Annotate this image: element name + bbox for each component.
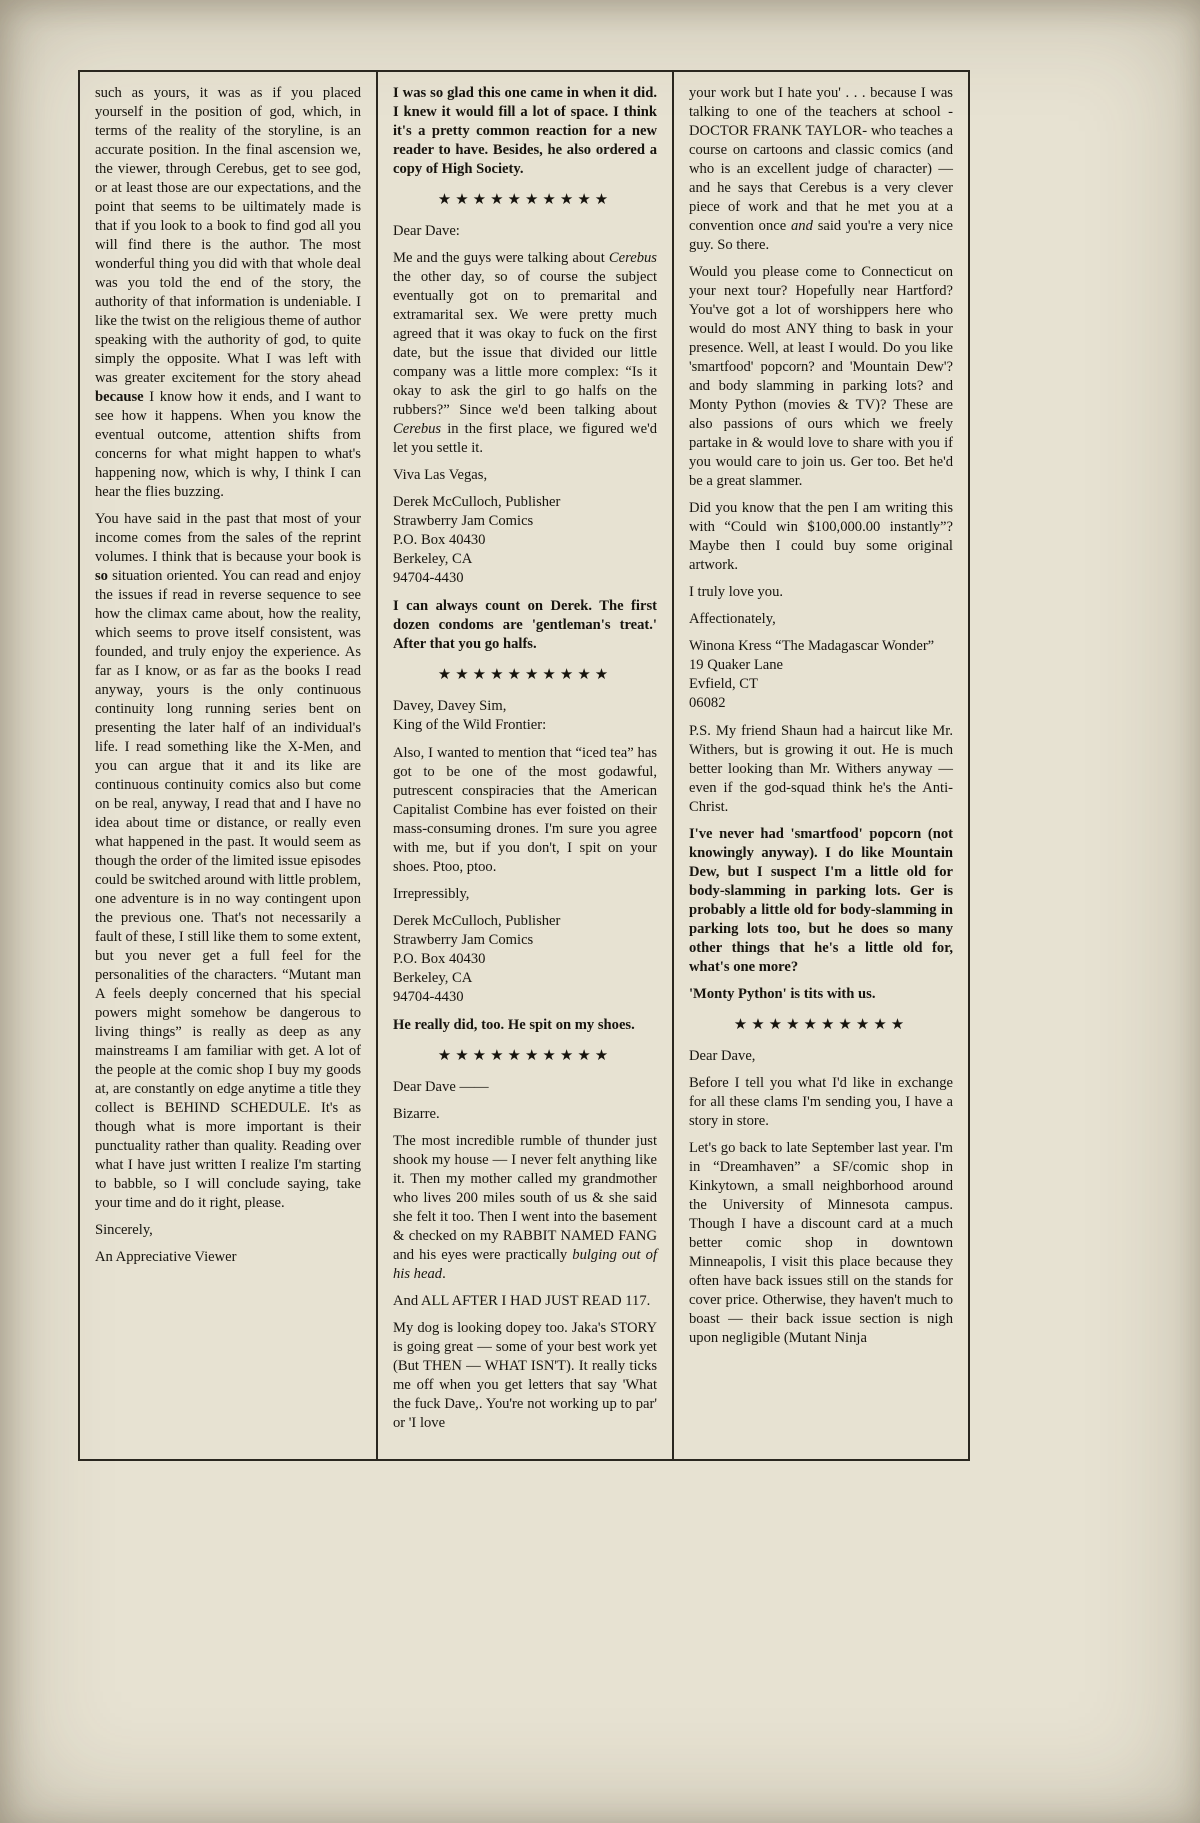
- address-line: 94704-4430: [393, 570, 464, 586]
- letter-paragraph: You have said in the past that most of your income comes from the sales of the reprint volumes. I think that is because your book is so situation oriented. You can read and enjoy the issues if read in reverse sequence to see how the climax came about, how the reality, which seems to prove itself consistent, was founded, and truly enjoy the experience. As far as I know, or as far as the books I read anyway, yours is the only continuous continuity long running series bent on presenting the later half of an individual's life. I read something like the X-Men, and you can argue that it and its like are continuous continuity comics also but come on be real, anyway, I read that and I have no idea about time or distance, or really even what happened in the past. It would seem as though the order of the limited issue episodes could be switched around with little problem, one adventure is in no way contingent upon the previous one. That's not necessarily a fault of these, I still like them to some extent, but you never get a full feel for the personalities of the characters. “Mutant man A feels deeply concerned that his special powers might somehow be dangerous to living things” is really as deep as any mainstreams I am familiar with get. A lot of the people at the comic shop I buy my goods at, are constantly on edge anytime a title they collect is BEHIND SCHEDULE. It's as though what is more important is their punctuality rather than quality. Reading over what I have just written I realize I'm starting to babble, so I will conclude saying, take your time and do it right, please.: [95, 511, 361, 1211]
- letters-column-1: [80, 72, 376, 1459]
- address-block: [393, 912, 657, 1007]
- star-separator: ★★★★★★★★★★: [437, 1048, 613, 1064]
- editor-response: I was so glad this one came in when it did. I knew it would fill a lot of space. I think it's a pretty common reaction for a new reader to have. Besides, he also ordered a copy of High Society.: [393, 85, 657, 177]
- address-line: Berkeley, CA: [393, 970, 473, 986]
- salutation-line: Irrepressibly,: [393, 886, 470, 902]
- salutation-line: Sincerely,: [95, 1222, 153, 1238]
- address-line: Evfield, CT: [689, 676, 758, 692]
- salutation-line: Affectionately,: [689, 611, 776, 627]
- editor-response: I've never had 'smartfood' popcorn (not knowingly anyway). I do like Mountain Dew, but I suspect I'm a little old for body-slamming in parking lots. Ger is probably a little old for body-slamming in parking lots too, but he does so many other things that he's a little old for, what's one more?: [689, 826, 953, 975]
- letter-paragraph: My dog is looking dopey too. Jaka's STORY is going great — some of your best work yet (But THEN — WHAT ISN'T). It really ticks me off when you get letters that say 'What the fuck Dave,. You're not working up to par' or 'I love: [393, 1320, 657, 1431]
- address-line: Derek McCulloch, Publisher: [393, 913, 561, 929]
- salutation-line: I truly love you.: [689, 584, 784, 600]
- address-line: King of the Wild Frontier:: [393, 717, 547, 733]
- letter-paragraph: And ALL AFTER I HAD JUST READ 117.: [393, 1293, 651, 1309]
- address-line: 94704-4430: [393, 989, 464, 1005]
- letters-column-3: [672, 72, 968, 1459]
- address-line: Berkeley, CA: [393, 551, 473, 567]
- letter-paragraph: your work but I hate you' . . . because I was talking to one of the teachers at school -DOCTOR FRANK TAYLOR- who teaches a course on cartoons and classic comics (and who is an excellent judge of character) — and he says that Cerebus is a very clever piece of work and that he met you at a convention once and said you're a very nice guy. So there.: [689, 85, 953, 253]
- star-separator: ★★★★★★★★★★: [733, 1017, 909, 1033]
- editor-response: I can always count on Derek. The first dozen condoms are 'gentleman's treat.' After that you go halfs.: [393, 598, 657, 652]
- salutation-line: Dear Dave,: [689, 1048, 756, 1064]
- address-line: Strawberry Jam Comics: [393, 513, 534, 529]
- letter-paragraph: The most incredible rumble of thunder just shook my house — I never felt anything like it. Then my mother called my grandmother who lives 200 miles south of us & she said she felt it too. Then I went into the basement & checked on my RABBIT NAMED FANG and his eyes were practically bulging out of his head.: [393, 1133, 657, 1282]
- letter-paragraph: Me and the guys were talking about Cerebus the other day, so of course the subject eventually got on to premarital and extramarital sex. We were pretty much agreed that it was okay to fuck on the first date, but the issue that divided our little company was a little more complex: “Is it okay to ask the girl to go halfs on the rubbers?” Since we'd been talking about Cerebus in the first place, we figured we'd let you settle it.: [393, 250, 657, 456]
- star-separator: ★★★★★★★★★★: [437, 667, 613, 683]
- letters-column-2: [376, 72, 672, 1459]
- letter-paragraph: Let's go back to late September last year. I'm in “Dreamhaven” a SF/comic shop in Kinkytown, a small neighborhood around the University of Minnesota campus. Though I have a discount card at a much better comic shop in downtown Minneapolis, I visit this place because they often have back issues still on the stands for cover price. Otherwise, they haven't much to boast — their back issue section is nigh upon negligible (Mutant Ninja: [689, 1140, 953, 1346]
- letter-paragraph: such as yours, it was as if you placed yourself in the position of god, which, in terms of the reality of the storyline, is an accurate position. In the final ascension we, the viewer, through Cerebus, get to see god, or at least those are our expectations, and the point that seems to be uiltimately made is that if you look to a book to find god all you will find there is the author. The most wonderful thing you did with that whole deal was you told the end of the story, the authority of that information is undeniable. I like the twist on the religious theme of author speaking with the authority of god, to quite simply the opposite. What I was left with was greater excitement for the story ahead because I know how it ends, and I want to see how it happens. When you know the eventual outcome, attention shifts from concerns for what might happen to what's happening now, which is why, I think I can hear the flies buzzing.: [95, 85, 361, 500]
- letter-paragraph: Also, I wanted to mention that “iced tea” has got to be one of the most godawful, putrescent conspiracies that the American Capitalist Combine has ever foisted on their mass-consuming drones. I'm sure you agree with me, but if you don't, I spit on your shoes. Ptoo, ptoo.: [393, 745, 657, 875]
- address-line: P.O. Box 40430: [393, 532, 486, 548]
- address-line: Davey, Davey Sim,: [393, 698, 507, 714]
- address-line: 06082: [689, 695, 726, 711]
- address-line: P.O. Box 40430: [393, 951, 486, 967]
- letter-paragraph: P.S. My friend Shaun had a haircut like Mr. Withers, but is growing it out. He is much better looking than Mr. Withers anyway — even if the god-squad think he's the Anti-Christ.: [689, 723, 953, 815]
- salutation-line: An Appreciative Viewer: [95, 1249, 237, 1265]
- salutation-line: Dear Dave ——: [393, 1079, 489, 1095]
- salutation-line: Bizarre.: [393, 1106, 440, 1122]
- address-block: [689, 637, 953, 713]
- letter-paragraph: Would you please come to Connecticut on your next tour? Hopefully near Hartford? You've got a lot of worshippers here who would do most ANY thing to bask in your presence. Well, at least I would. Do you like 'smartfood' popcorn? and 'Mountain Dew'? and body slamming in parking lots? and Monty Python (movies & TV)? These are also passions of ours which we freely partake in & would love to share with you if you would care to join us. Ger too. Bet he'd be a great slammer.: [689, 264, 953, 489]
- editor-response: He really did, too. He spit on my shoes.: [393, 1017, 635, 1033]
- letters-page: [78, 70, 970, 1461]
- address-line: Derek McCulloch, Publisher: [393, 494, 561, 510]
- editor-response: 'Monty Python' is tits with us.: [689, 986, 876, 1002]
- address-line: Winona Kress “The Madagascar Wonder”: [689, 638, 935, 654]
- star-separator: ★★★★★★★★★★: [437, 192, 613, 208]
- address-block: [393, 697, 657, 735]
- salutation-line: Dear Dave:: [393, 223, 460, 239]
- letter-paragraph: Before I tell you what I'd like in exchange for all these clams I'm sending you, I have a story in store.: [689, 1075, 953, 1129]
- letter-paragraph: Did you know that the pen I am writing this with “Could win $100,000.00 instantly”? Maybe then I could buy some original artwork.: [689, 500, 953, 573]
- salutation-line: Viva Las Vegas,: [393, 467, 488, 483]
- address-line: Strawberry Jam Comics: [393, 932, 534, 948]
- address-line: 19 Quaker Lane: [689, 657, 784, 673]
- address-block: [393, 493, 657, 588]
